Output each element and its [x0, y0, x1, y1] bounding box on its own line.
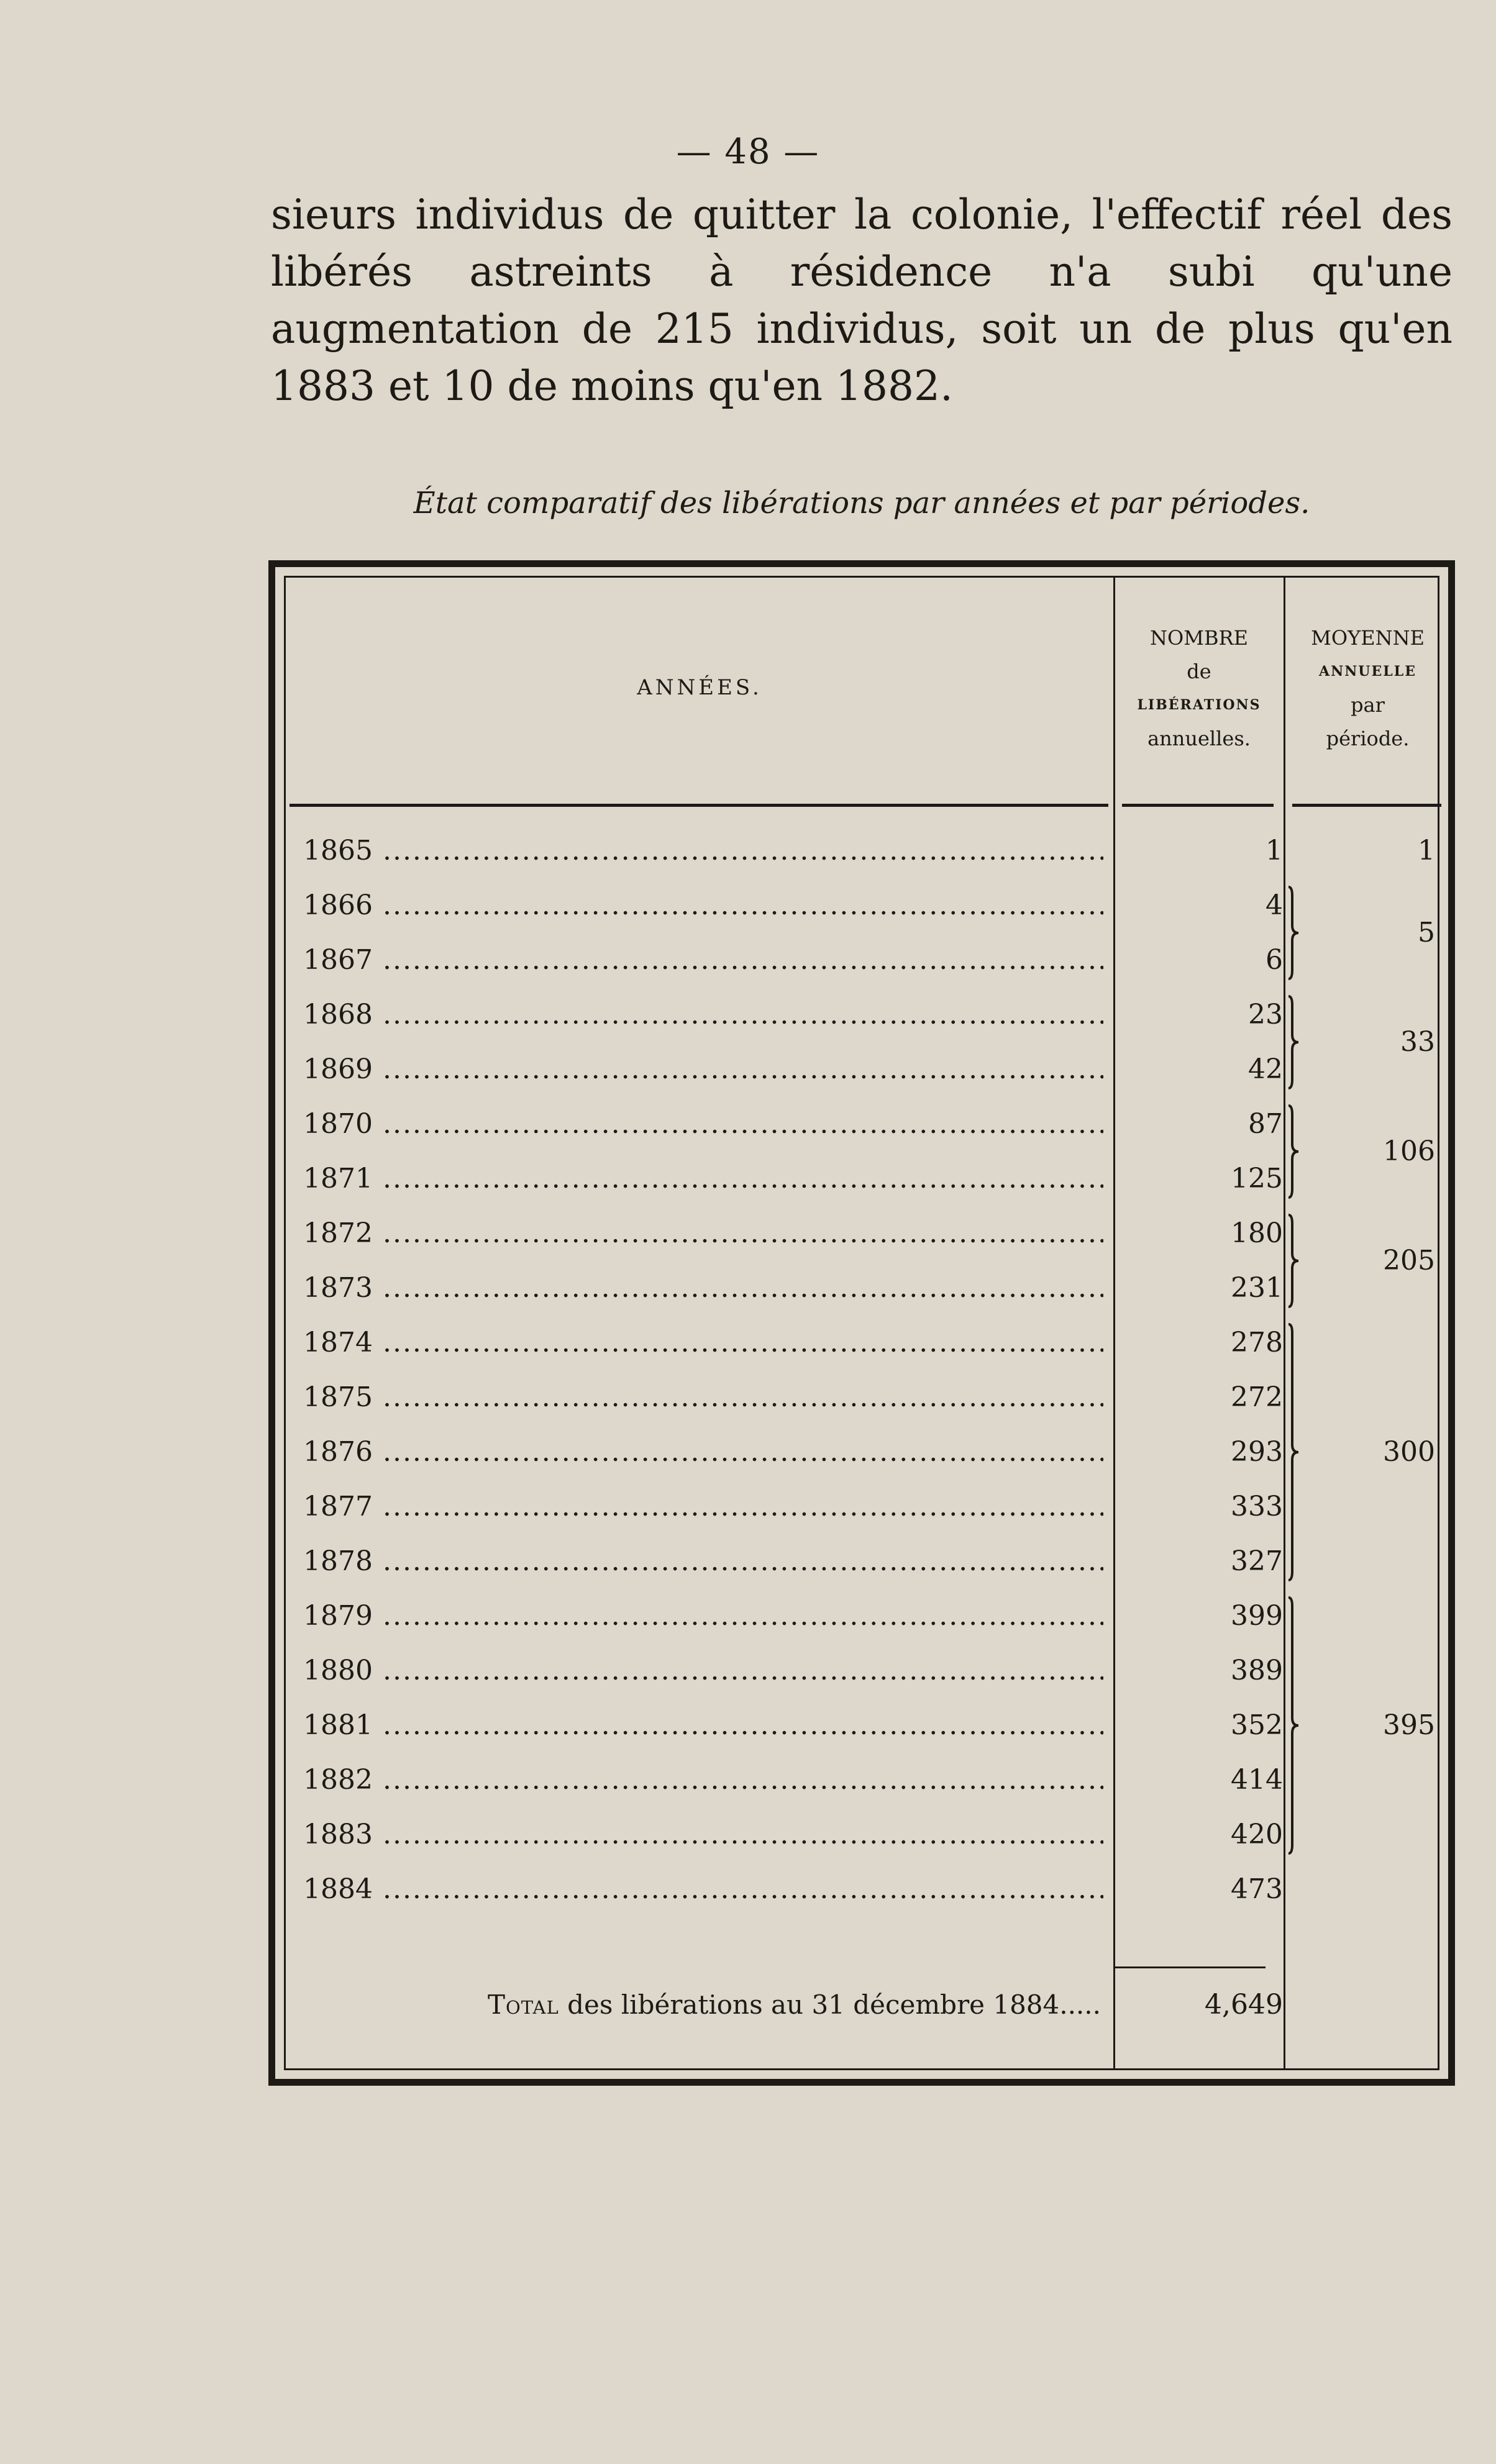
- year-cell: 1867 .....: [303, 933, 1103, 988]
- count-cell: 278: [1231, 1327, 1283, 1358]
- total-value: 4,649: [1205, 1989, 1283, 2021]
- count-cell: 293: [1231, 1436, 1283, 1468]
- count-cell: 4: [1266, 889, 1283, 921]
- count-cell: 389: [1231, 1655, 1283, 1686]
- total-label: [286, 1978, 1101, 2032]
- liberations-table: [268, 560, 1455, 2086]
- count-cell: 180: [1231, 1217, 1283, 1249]
- period-average: 395: [1383, 1709, 1435, 1741]
- count-cell: 420: [1231, 1819, 1283, 1850]
- period-average: 300: [1383, 1436, 1435, 1468]
- count-cell: 352: [1231, 1709, 1283, 1741]
- year-cell: 1876 .....: [303, 1425, 1103, 1480]
- period-average: 205: [1383, 1245, 1435, 1276]
- count-cell: 42: [1248, 1053, 1283, 1085]
- year-cell: 1868 .....: [303, 988, 1103, 1042]
- count-cell: 272: [1231, 1381, 1283, 1413]
- count-cell: 231: [1231, 1272, 1283, 1304]
- total-label-rest: des libérations au 31 décembre 1884.....: [567, 1989, 1101, 2020]
- count-cell: 23: [1248, 999, 1283, 1030]
- count-cell: 333: [1231, 1491, 1283, 1522]
- period-average: 1: [1418, 835, 1435, 866]
- table-caption: État comparatif des libérations par années et par périodes.: [413, 486, 1310, 521]
- page-number: — 48 —: [676, 132, 820, 172]
- year-cell: 1866 .....: [303, 878, 1103, 933]
- header-count-line1: NOMBRE: [1150, 626, 1248, 650]
- count-cell: 1: [1266, 835, 1283, 866]
- year-cell: 1881 .....: [303, 1698, 1103, 1753]
- count-cell: 327: [1231, 1545, 1283, 1577]
- header-average-line2: ANNUELLE: [1319, 663, 1416, 680]
- count-cell: 125: [1231, 1163, 1283, 1194]
- year-cell: 1872 .....: [303, 1206, 1103, 1261]
- header-count-line2: de: [1187, 660, 1211, 683]
- year-cell: 1865 .....: [303, 824, 1103, 878]
- header-average-line1: MOYENNE: [1311, 626, 1425, 650]
- table-inner-border: [284, 576, 1439, 2070]
- year-cell: 1874 .....: [303, 1316, 1103, 1370]
- period-braces: [286, 578, 1450, 2081]
- count-cell: 87: [1248, 1108, 1283, 1140]
- period-average: 33: [1400, 1026, 1435, 1058]
- count-cell: 414: [1231, 1764, 1283, 1796]
- body-paragraph: sieurs individus de quitter la colonie, l'effectif réel des libérés astreints à résidence n'a subi qu'une augmentation de 215 individus, soit un de plus qu'en 1883 et 10 de moins qu'en 1882.: [271, 191, 1453, 410]
- year-cell: 1878 .....: [303, 1534, 1103, 1589]
- year-cell: 1879 .....: [303, 1589, 1103, 1643]
- year-cell: 1882 .....: [303, 1753, 1103, 1807]
- header-years: ANNÉES.: [637, 675, 762, 700]
- header-average-line3: par: [1351, 693, 1385, 717]
- year-cell: 1873 .....: [303, 1261, 1103, 1316]
- year-cell: 1871 .....: [303, 1152, 1103, 1206]
- header-average-line4: période.: [1326, 727, 1410, 750]
- year-cell: 1877 .....: [303, 1480, 1103, 1534]
- year-cell: 1880 .....: [303, 1643, 1103, 1698]
- year-cell: 1870 .....: [303, 1097, 1103, 1152]
- header-count-line4: annuelles.: [1147, 727, 1251, 750]
- year-cell: 1884 .....: [303, 1862, 1103, 1917]
- year-cell: 1875 .....: [303, 1370, 1103, 1425]
- period-average: 106: [1383, 1135, 1435, 1167]
- count-cell: 473: [1231, 1873, 1283, 1905]
- total-label-smallcaps: Total: [487, 1989, 559, 2020]
- header-count-line3: LIBÉRATIONS: [1137, 697, 1261, 713]
- count-cell: 6: [1266, 944, 1283, 976]
- total-rule: [1114, 1966, 1266, 1968]
- year-cell: 1869 .....: [303, 1042, 1103, 1097]
- period-average: 5: [1418, 917, 1435, 948]
- count-cell: 399: [1231, 1600, 1283, 1632]
- year-cell: 1883 .....: [303, 1807, 1103, 1862]
